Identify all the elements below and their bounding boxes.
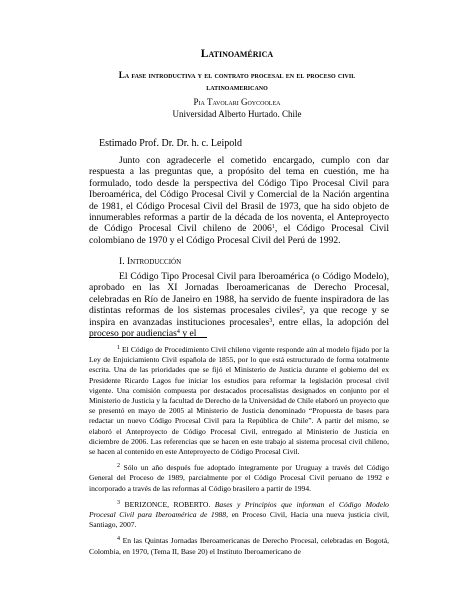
section-paragraph [89, 271, 389, 339]
footnote-work-title: Bases y Principios que informan el Código Modelo Procesal Civil para Iberoamérica de 1988 [89, 499, 389, 520]
footnote-ref-2[interactable]: 2 [299, 306, 303, 313]
footnote-text: En las Quintas Jornadas Iberoamericanas de Derecho Procesal, celebradas en Bogotá, Colombia, en 1970, (Tema II, Base 20) el Instituto Iberoamericano de [89, 536, 389, 556]
footnote-text: Sólo un año después fue adoptado íntegramente por Uruguay a través del Código General del Proceso de 1989, parcialmente por el Código Procesal Civil peruano de 1992 e incorporado a través de las reformas al Código brasilero a partir de 1994. [89, 463, 389, 493]
footnote-number: 4 [117, 536, 120, 543]
section-paragraph-d: y el [179, 328, 197, 340]
document-subtitle-line2: latinoamericano [206, 82, 268, 92]
footnote-3 [89, 498, 389, 531]
document-subtitle-line1: La fase introductiva y el contrato procesal en el proceso civil [118, 70, 356, 80]
intro-paragraph [89, 155, 389, 246]
footnote-number: 1 [117, 345, 120, 351]
section-paragraph-a: El Código Tipo Procesal Civil para Iberoamérica (o Código Modelo), aprobado en las XI Jornadas Iberoamericanas de Derecho Procesal, celebradas en Río de Janeiro en 1988, ha servido de fuente inspiradora de las distintas reformas de los sistemas procesales civiles [89, 271, 389, 317]
section-paragraph-c: , entre ellas, la adopción del proceso por audiencias [89, 316, 389, 340]
author-affiliation: Universidad Alberto Hurtado. Chile [172, 109, 302, 119]
salutation: Estimado Prof. Dr. Dr. h. c. Leipold [99, 138, 243, 149]
footnotes [89, 343, 389, 557]
footnote-4 [89, 534, 389, 556]
section-heading: I. Introducción [119, 256, 182, 267]
author-name: Pia Tavolari Goycoolea [193, 97, 281, 107]
intro-paragraph-tail: , el Código Procesal Civil colombiano de 1970 y el Código Procesal Civil del Perú de 1992. [89, 223, 389, 246]
document-title: Latinoamérica [200, 48, 274, 60]
footnote-author: BERIZONCE, ROBERTO. [124, 499, 215, 509]
footnote-citation: , en Proceso Civil, Hacia una nueva justicia civil, Santiago, 2007. [89, 510, 389, 530]
section-paragraph-b: , ya que recoge y se inspira en avanzadas instituciones procesales [89, 305, 389, 328]
footnote-separator [89, 337, 207, 338]
footnote-ref-3[interactable]: 3 [269, 317, 273, 324]
footnote-ref-1[interactable]: 1 [271, 224, 275, 231]
footnote-1 [89, 343, 389, 457]
footnote-ref-4[interactable]: 4 [176, 329, 180, 336]
intro-paragraph-text: Junto con agradecerle el cometido encargado, cumplo con dar respuesta a las preguntas que, a propósito del tema en cuestión, me ha formulado, todo desde la perspectiva del Código Tipo Procesal Civil para Iberoamérica, del Código Procesal Civil y Comercial de la Nación argentina de 1981, el Código Procesal Civil del Brasil de 1973, que ha sido objeto de innumerables reformas a partir de la década de los noventa, el Anteproyecto de Código Procesal Civil chileno de 2006 [89, 155, 389, 235]
footnote-text: El Código de Procedimiento Civil chileno vigente responde aún al modelo fijado por la Ley de Enjuiciamiento Civil española de 1855, por lo que está estructurado de forma totalmente escrita. Una de las prioridades que se fijó el Ministerio de Justicia durante el gobierno del ex Presidente Ricardo Lagos fue iniciar los estudios para reformar la legislación procesal civil vigente. Una comisión compuesta por destacados procesalistas designados en conjunto por el Ministerio de Justicia y la facultad de Derecho de la Universidad de Chile elaboró un proyecto que se presentó en mayo de 2005 al Ministerio de Justicia denominado “Propuesta de bases para redactar un nuevo Código Procesal Civil para la República de Chile”. A partir del mismo, se elaboró el Anteproyecto de Código Procesal Civil, entregado al Ministerio de Justicia en diciembre de 2006. Las referencias que se hacen en este trabajo al sistema procesal civil chileno, se hacen al contenido en este Anteproyecto de Código Procesal Civil. [89, 345, 389, 457]
footnote-2 [89, 461, 389, 494]
footnote-number: 3 [117, 499, 120, 506]
footnote-number: 2 [117, 463, 120, 470]
